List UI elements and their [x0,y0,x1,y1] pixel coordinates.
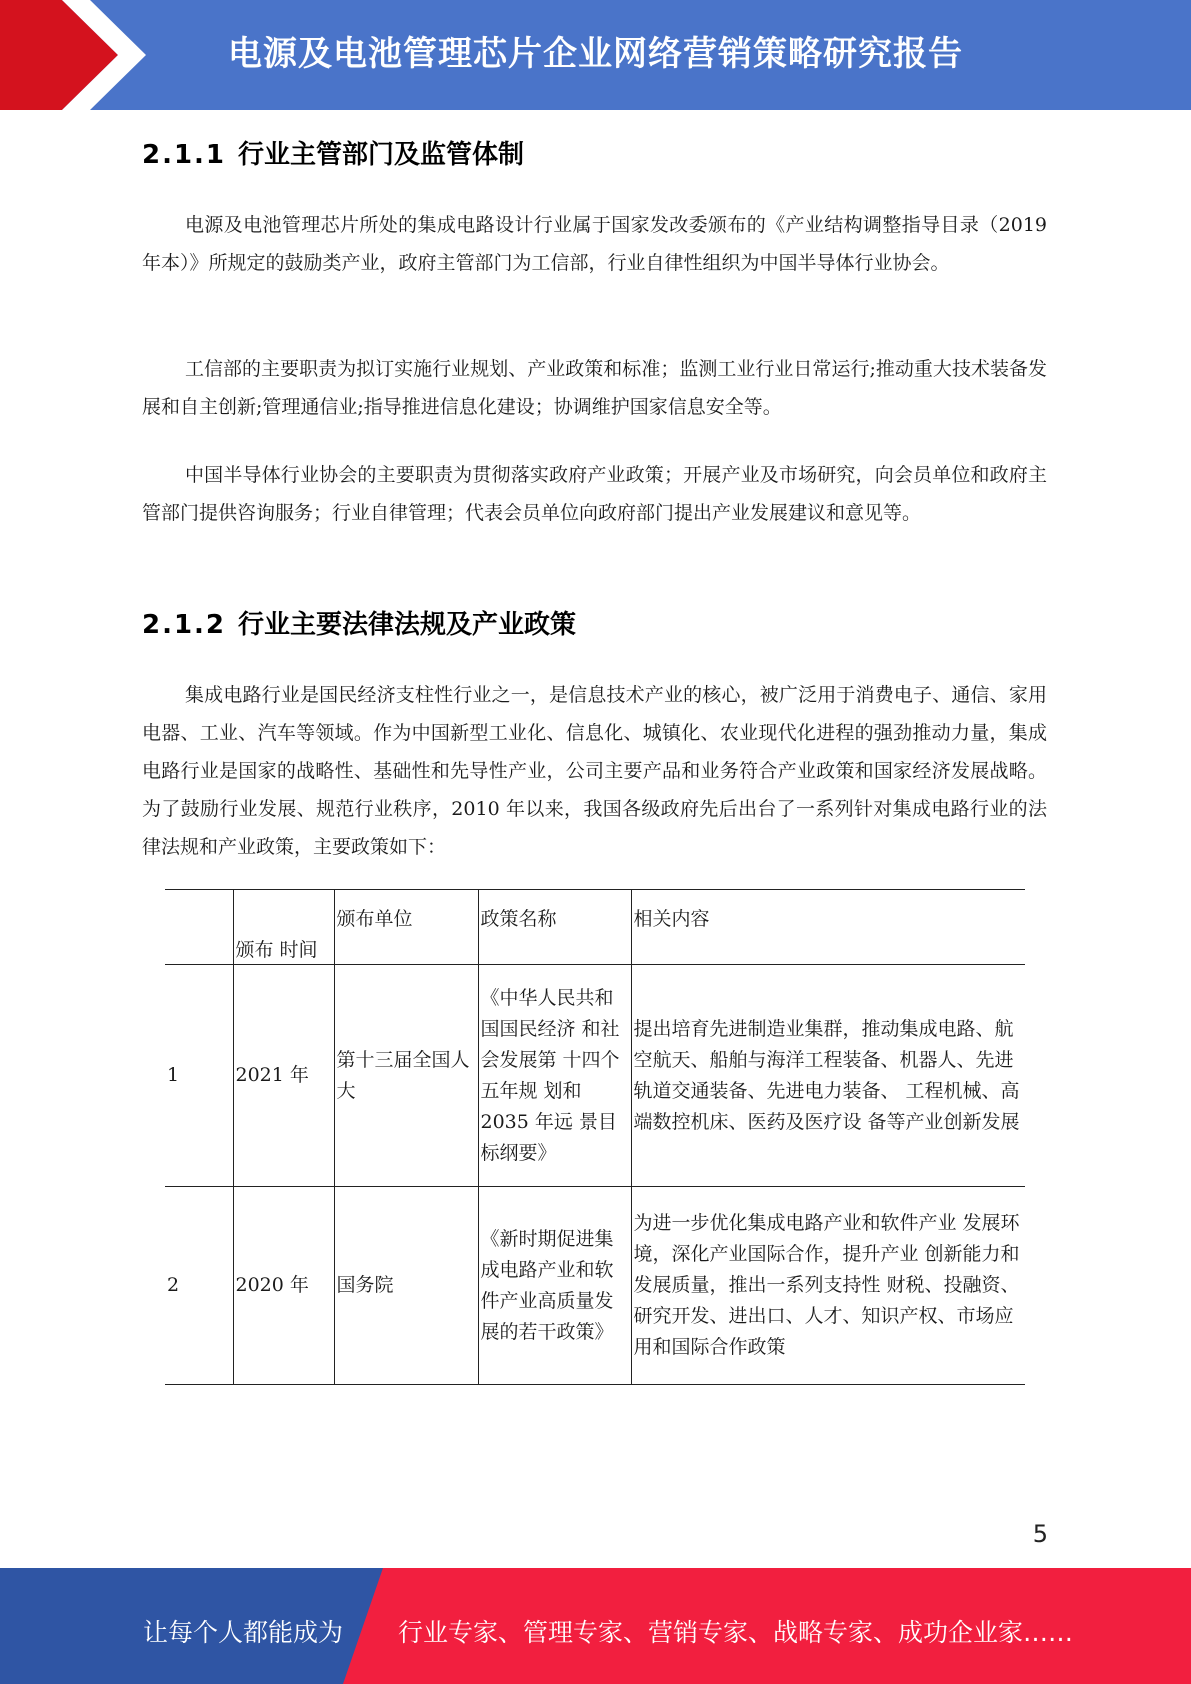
paragraph: 电源及电池管理芯片所处的集成电路设计行业属于国家发改委颁布的《产业结构调整指导目录（2019 年本）》所规定的鼓励类产业，政府主管部门为工信部，行业自律性组织为中国半导体行业协会。 [142,214,1047,274]
section-number: 2.1.1 [142,140,227,170]
footer-banner [0,1568,1191,1684]
cell-policy: 《中华人民共和国国民经济 和社会发展第 十四个五年规 划和 2035 年远 景目标纲要》 [478,965,631,1187]
paragraph: 集成电路行业是国民经济支柱性行业之一，是信息技术产业的核心，被广泛用于消费电子、通信、家用电器、工业、汽车等领域。作为中国新型工业化、信息化、城镇化、农业现代化进程的强劲推动力量，集成电路行业是国家的战略性、基础性和先导性产业，公司主要产品和业务符合产业政策和国家经济发展战略。为了鼓励行业发展、规范行业秩序，2010 年以来，我国各级政府先后出台了一系列针对集成电路行业的法律法规和产业政策，主要政策如下： [142,684,1047,858]
header-cell-content: 相关内容 [631,890,1025,965]
cell-policy: 《新时期促进集成电路产业和软件产业高质量发展的若干政策》 [478,1187,631,1385]
report-title: 电源及电池管理芯片企业网络营销策略研究报告 [228,34,963,74]
paragraph: 中国半导体行业协会的主要职责为贯彻落实政府产业政策；开展产业及市场研究，向会员单位和政府主管部门提供咨询服务；行业自律管理；代表会员单位向政府部门提出产业发展建议和意见等。 [142,464,1047,524]
cell-content: 提出培育先进制造业集群，推动集成电路、航空航天、船舶与海洋工程装备、机器人、先进轨道交通装备、先进电力装备、 工程机械、高端数控机床、医药及医疗设 备等产业创新发展 [631,965,1025,1187]
header-cell-time: 颁布 时间 [233,890,334,965]
cell-time: 2020 年 [233,1187,334,1385]
cell-content: 为进一步优化集成电路产业和软件产业 发展环境，深化产业国际合作，提升产业 创新能力和发展质量，推出一系列支持性 财税、投融资、研究开发、进出口、人才、知识产权、市场应用和国际合作政策 [631,1187,1025,1385]
footer-slogan-right: 行业专家、管理专家、营销专家、战略专家、成功企业家…… [398,1618,1074,1647]
cell-time: 2021 年 [233,965,334,1187]
section-title: 行业主要法律法规及产业政策 [238,610,577,640]
table-row [165,1187,1025,1385]
cell-issuer: 第十三届全国人大 [334,965,478,1187]
header-cell-policy: 政策名称 [478,890,631,965]
cell-index: 2 [167,1274,180,1296]
cell-issuer: 国务院 [334,1187,478,1385]
policy-table [165,889,1025,1385]
table-row [165,965,1025,1187]
header-banner [0,0,1191,110]
footer-slogan-left: 让每个人都能成为 [143,1618,344,1647]
paragraph: 工信部的主要职责为拟订实施行业规划、产业政策和标准；监测工业行业日常运行;推动重大技术装备发展和自主创新;管理通信业;指导推进信息化建设；协调维护国家信息安全等。 [142,358,1047,418]
header-cell-issuer: 颁布单位 [334,890,478,965]
cell-index: 1 [167,1064,180,1086]
section-heading-2-1-1 [142,134,524,171]
table-header-row [165,890,1025,965]
section-number: 2.1.2 [142,610,227,640]
header-cell-index [165,890,233,965]
section-title: 行业主管部门及监管体制 [238,140,525,170]
section-heading-2-1-2 [142,604,576,641]
header-chevron-graphic [0,0,150,110]
page-number: 5 [1032,1520,1048,1548]
